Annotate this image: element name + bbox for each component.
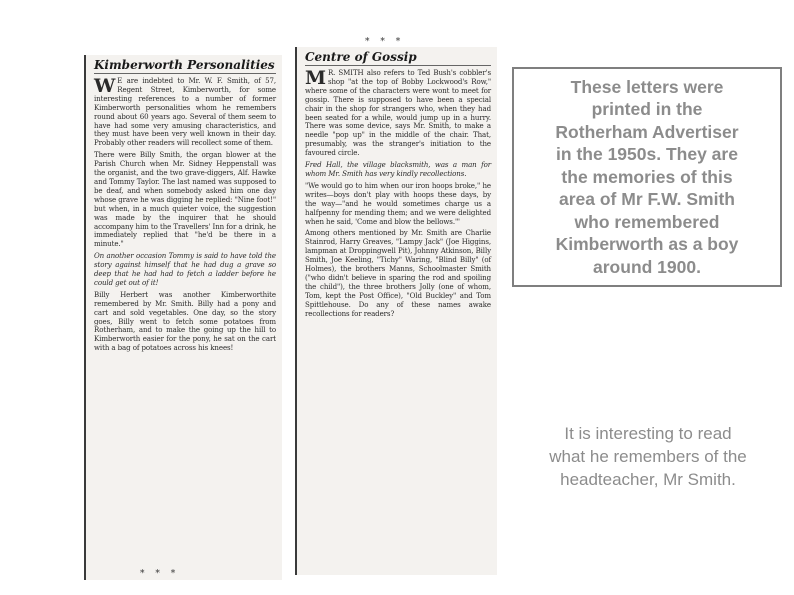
clipping-paragraph: Fred Hall, the village blacksmith, was a man for whom Mr. Smith has very kindly recollections. — [305, 160, 491, 178]
section-separator-stars: * * * — [140, 569, 180, 579]
clipping-paragraph — [94, 77, 276, 148]
section-separator-stars: * * * — [365, 37, 405, 47]
drop-cap: W — [94, 75, 116, 97]
info-box — [512, 67, 782, 287]
clipping-paragraph: Among others mentioned by Mr. Smith are Charlie Stainrod, Harry Greaves, "Lampy Jack" (Joe Higgins, lampman at Droppingwell Pit), Johnny Atkinson, Billy Smith, Joe Keeling, "Tichy" Waring, "Blind Billy" (of Holmes), the brothers Manns, Schoolmaster Smith ("who didn't believe in sparing the rod and spoiling the child"), the three brothers Jolly (one of whom, Tom, kept the Post Office), "Old Buckley" and Tom Spittlehouse. Do any of these names awake recollections for readers? — [305, 228, 491, 318]
caption-text: It is interesting to read what he remembers of the headteacher, Mr Smith. — [549, 424, 747, 489]
clipping-paragraph: On another occasion Tommy is said to have told the story against himself that he had dug a grave so deep that he had had to fetch a ladder before he could get out of it! — [94, 251, 276, 287]
paragraph-text: R. SMITH also refers to Ted Bush's cobbler's shop "at the top of Bobby Lockwood's Row," where some of the characters were wont to meet for gossip. There is supposed to have been a special chair in the shop for strangers who, when they had been seated for a while, would jump up in a hurry. There was some device, says Mr. Smith, to make a needle "pop up" in the middle of the chair. That, presumably, was the stranger's initiation to the favoured circle. — [305, 68, 491, 158]
clipping-paragraph: There were Billy Smith, the organ blower at the Parish Church when Mr. Sidney Heppenstall was the organist, and the two grave-diggers, Alf. Hawke and Tommy Taylor. The last named was supposed to be deaf, and when somebody asked him one day whose grave he was digging he replied: "Nine foot!" but when, in a much quieter voice, the suggestion was made by the inquirer that he should accompany him to the Travellers' Inn for a drink, he immediately replied that "he'd be there in a minute." — [94, 150, 276, 249]
clipping-paragraph: "We would go to him when our iron hoops broke," he writes—boys don't play with hoops these days, by the way—"and he would sometimes charge us a halfpenny for mending them; and we were delighted when he said, 'Come and blow the bellows.'" — [305, 180, 491, 226]
newspaper-clipping-left — [84, 55, 282, 580]
clipping-headline: Kimberworth Personalities — [94, 58, 275, 72]
paragraph-text: E are indebted to Mr. W. F. Smith, of 57, Regent Street, Kimberworth, for some interesting references to a number of former Kimberworth personalities whom he remembers round about 60 years ago. Several of them seem to have had some very amusing characteristics, and they must have been very well known in their day. Probably other readers will recollect some of them. — [94, 76, 276, 148]
drop-cap: M — [305, 67, 326, 89]
clipping-headline: Centre of Gossip — [305, 51, 491, 66]
clipping-paragraph: Billy Herbert was another Kimberworthite remembered by Mr. Smith. Billy had a pony and cart and sold vegetables. One day, so the story goes, Billy went to fetch some potatoes from Rotherham, and to make the going up the hill to Kimberworth easier for the pony, he sat on the cart with a bag of potatoes across his knees! — [94, 289, 276, 353]
info-box-text: These letters were printed in the Rotherham Advertiser in the 1950s. They are the memories of this area of Mr F.W. Smith who remembered Kimberworth as a boy around 1900. — [555, 76, 739, 277]
newspaper-clipping-right — [295, 47, 497, 575]
clipping-paragraph — [305, 69, 491, 158]
